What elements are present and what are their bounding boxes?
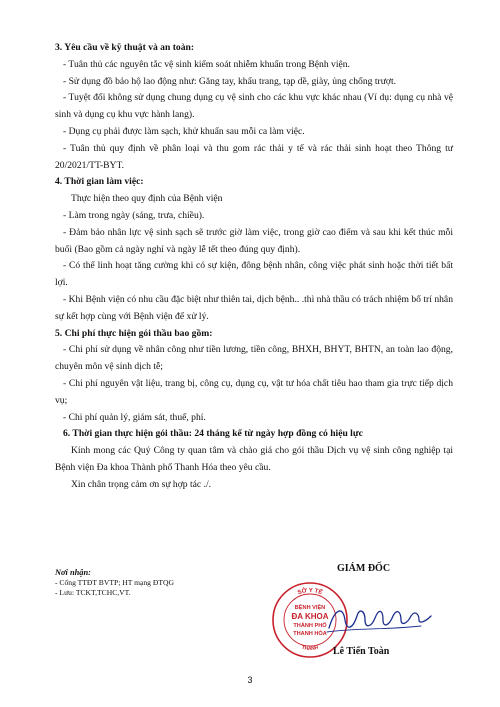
- section-6-heading: 6. Thời gian thực hiện gói thầu: 24 tháng kể từ ngày hợp đồng có hiệu lực: [63, 428, 363, 440]
- recipients-label: Nơi nhận:: [55, 568, 91, 577]
- seal-line: BỆNH VIỆN: [294, 605, 326, 611]
- seal-ring-bottom: THANH: [300, 644, 320, 653]
- section-5-item: - Chi phí quản lý, giám sát, thuế, phí.: [63, 411, 206, 423]
- section-4-heading: 4. Thời gian làm việc:: [55, 176, 144, 188]
- section-3-item: - Sử dụng đồ bảo hộ lao động như: Găng tay, khẩu trang, tạp dề, giày, ủng chống trượt.: [63, 75, 397, 87]
- signer-name: Lê Tiến Toàn: [333, 646, 390, 657]
- section-4-item: - Đảm bảo nhân lực vệ sinh sạch sẽ trước giờ làm việc, trong giờ cao điểm và sau khi kết thúc mỗi buổi (Bao gồm cả ngày nghỉ và ngày lễ tết theo đúng quy định).: [55, 226, 453, 255]
- closing-invite: Kính mong các Quý Công ty quan tâm và chào giá cho gói thầu Dịch vụ vệ sinh công nghiệp tại Bệnh viện Đa khoa Thành phố Thanh Hóa theo yêu cầu.: [55, 445, 453, 473]
- seal-line: THÀNH PHỐ: [293, 623, 327, 629]
- section-3-item: - Tuyệt đối không sử dụng chung dụng cụ vệ sinh cho các khu vực khác nhau (Ví dụ: dụng cụ nhà vệ sinh và dụng cụ khu vực hành lang).: [55, 92, 453, 121]
- signer-title: GIÁM ĐỐC: [337, 563, 391, 574]
- page-number: 3: [247, 675, 253, 685]
- section-3-item: - Dụng cụ phải được làm sạch, khử khuẩn sau mỗi ca làm việc.: [63, 125, 305, 137]
- section-4-item: - Khi Bệnh viện có nhu cầu đặc biệt như thiên tai, dịch bệnh.. .thì nhà thầu có trách nhiệm bố trí nhân sự kết hợp cùng với Bệnh viện để xử lý.: [55, 293, 453, 322]
- closing-thanks: Xin chân trọng cảm ơn sự hợp tác ./.: [71, 478, 212, 490]
- section-4-item: - Có thể linh hoạt tăng cường khi có sự kiện, đông bệnh nhân, công việc phát sinh hoặc thời tiết bất lợi.: [55, 260, 453, 289]
- recipients-block: [55, 568, 225, 598]
- section-5-item: - Chi phí nguyên vật liệu, trang bị, công cụ, dụng cụ, vật tư hóa chất tiêu hao tham gia trực tiếp dịch vụ;: [55, 377, 453, 406]
- section-4-item: - Làm trong ngày (sáng, trưa, chiều).: [63, 209, 205, 221]
- seal-ring-top: SỞ Y TẾ: [296, 587, 324, 597]
- seal-line: ĐA KHOA: [291, 612, 329, 621]
- section-3-item: - Tuân thủ quy định về phân loại và thu gom rác thải y tế và rác thải sinh hoạt theo Thông tư 20/2021/TT-BYT.: [55, 142, 453, 171]
- svg-text:SỞ Y TẾ: [297, 587, 323, 596]
- document-body: [55, 40, 453, 494]
- section-3-heading: 3. Yêu cầu về kỹ thuật và an toàn:: [55, 42, 195, 53]
- section-5-item: - Chi phí sử dụng về nhân công như tiền lương, tiền công, BHXH, BHYT, BHTN, an toàn lao động, chuyên môn vệ sinh dịch tễ;: [55, 344, 453, 373]
- recipient-item: - Cổng TTĐT BVTP; HT mạng ĐTQG: [55, 578, 174, 587]
- seal-line: THANH HÓA: [293, 631, 327, 637]
- section-5-heading: 5. Chi phí thực hiện gói thầu bao gồm:: [55, 327, 213, 339]
- handwritten-signature: [325, 598, 435, 638]
- section-4-intro: Thực hiện theo quy định của Bệnh viện: [71, 193, 223, 205]
- recipient-item: - Lưu: TCKT,TCHC,VT.: [55, 588, 131, 597]
- section-3-item: - Tuân thủ các nguyên tắc vệ sinh kiểm soát nhiễm khuẩn trong Bệnh viện.: [63, 58, 350, 70]
